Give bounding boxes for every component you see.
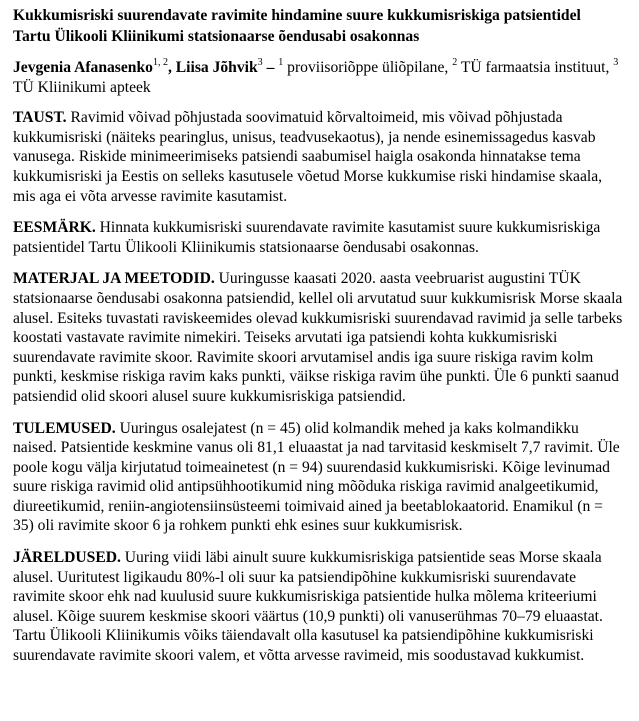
section-jareldused-heading: JÄRELDUSED. [13, 549, 121, 567]
title-line-1: Kukkumisriski suurendavate ravimite hindamine suure kukkumisriskiga patsientidel [13, 7, 581, 24]
affiliation-2-text: TÜ farmaatsia instituut, [460, 59, 610, 76]
section-jareldused [13, 548, 625, 666]
section-tulemused-heading: TULEMUSED. [13, 419, 116, 437]
author-block [13, 58, 625, 97]
affiliation-3-text: TÜ Kliinikumi apteek [13, 78, 151, 96]
affiliation-2-mark: 2 [452, 56, 458, 68]
author-dash: – [266, 59, 275, 76]
section-jareldused-text: Uuring viidi läbi ainult suure kukkumisriskiga patsientide seas Morse skaala alusel. Uuritutest ligikaudu 80%-l oli suur ka patsiendipõhine kukkumisriski suurendavate ravimite skoor ehk nad kuulusid suure kukkumisriskiga patsientide hulka mõlema kriteeriumi alusel. Kõige suurem keskmise skoori väärtus (10,9 punkti) oli vanuserühmas 70–79 eluaastat. Tartu Ülikooli Kliinikumis võiks täiendavalt olla kasutusel ka patsiendipõhine kukkumisriski suurendavate ravimite skoori valem, et võtta arvesse ravimeid, mis soodustavad kukkumist. [13, 549, 603, 665]
section-tulemused [13, 419, 625, 537]
affiliation-1-mark: 1 [278, 56, 284, 68]
section-taust-heading: TAUST. [13, 109, 67, 127]
section-eesmark-text: Hinnata kukkumisriski suurendavate ravimite kasutamist suure kukkumisriskiga patsientidel Tartu Ülikooli Kliinikumis statsionaarse õendusabi osakonnas. [13, 219, 601, 256]
author-2-affiliation-marks: 3 [257, 56, 263, 68]
affiliation-3-mark: 3 [613, 56, 619, 68]
section-taust [13, 108, 625, 206]
author-2-name: Liisa Jõhvik [175, 59, 258, 76]
author-separator: , [167, 59, 172, 76]
author-1-name: Jevgenia Afanasenko [13, 59, 153, 76]
affiliation-1-text: proviisoriõppe üliõpilane, [287, 59, 449, 76]
section-eesmark [13, 218, 625, 257]
section-materjal-heading: MATERJAL JA MEETODID. [13, 270, 215, 288]
author-1-affiliation-marks: 1, 2 [152, 56, 168, 68]
title-line-2: Tartu Ülikooli Kliinikumi statsionaarse õendusabi osakonnas [13, 27, 420, 45]
section-materjal [13, 269, 625, 406]
abstract-title [13, 6, 625, 47]
section-taust-text: Ravimid võivad põhjustada soovimatuid kõrvaltoimeid, mis võivad põhjustada kukkumisriski (näiteks pearinglus, unisus, teadvusekaotus), ja nende esinemissagedus kasvab vanusega. Riskide minimeerimiseks patsiendi saabumisel haigla osakonda hinnatakse tema kukkumisriski ja Eestis on selleks kasutusele võetud Morse kukkumise riski hindamise skaala, mis aga ei võta arvesse ravimite kasutamist. [13, 109, 603, 205]
section-tulemused-text: Uuringus osalejatest (n = 45) olid kolmandik mehed ja kaks kolmandikku naised. Patsientide keskmine vanus oli 81,1 eluaastat ja nad tarvitasid keskmiselt 7,7 ravimit. Üle poole kogu välja kirjutatud toimeainetest (n = 94) suurendasid kukkumisriski. Kõige levinumad suure riskiga ravimid olid antipsühhootikumid ning mõõduka riskiga ravimid analgeetikumid, diureetikumid, reniin-angiotensiinsüsteemi toimivaid ained ja beetablokaatorid. Enamikul (n = 35) oli ravimite skoor 6 ja rohkem punkti ehk esines suur kukkumisrisk. [13, 419, 620, 535]
section-materjal-text: Uuringusse kaasati 2020. aasta veebruarist augustini TÜK statsionaarse õendusabi osakonna patsiendid, kellel oli arvutatud suur kukkumisrisk Morse skaala alusel. Esiteks tuvastati raviskeemides olevad kukkumisriski suurendavad ravimid ja selle tarbeks koostati vastavate ravimite nimekiri. Teiseks arvutati iga patsiendi kohta kukkumisriski suurendavate ravimite skoor. Ravimite skoori arvutamisel andis iga suure riskiga ravim kolm punkti, keskmise riskiga ravim kaks punkti, väikse riskiga ravim ühe punkti. Üle 6 punkti saanud patsiendid olid skoori alusel suure kukkumisriskiga patsiendid. [13, 270, 623, 405]
section-eesmark-heading: EESMÄRK. [13, 219, 96, 237]
